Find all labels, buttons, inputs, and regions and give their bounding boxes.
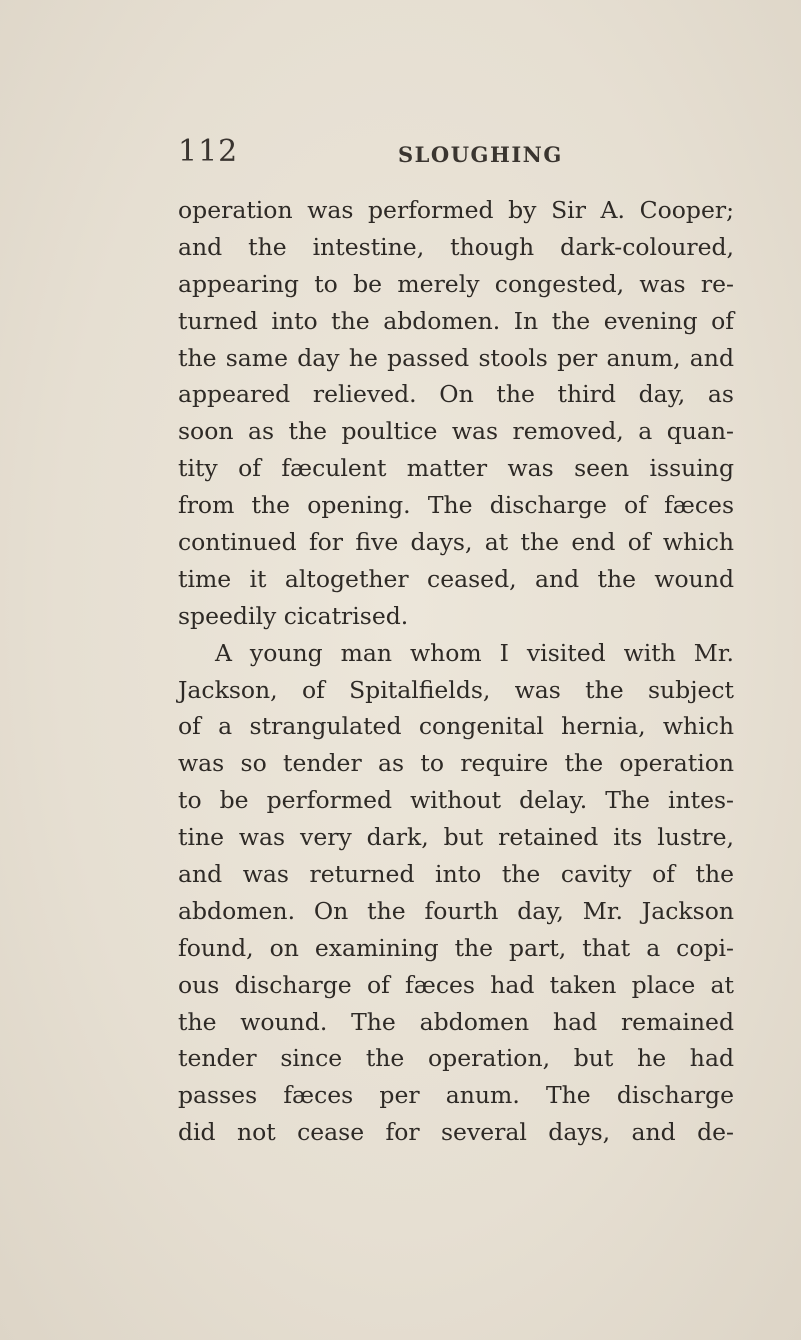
text-line: continued for five days, at the end of which: [178, 528, 734, 557]
text-line: tine was very dark, but retained its lustre,: [178, 823, 734, 852]
text-line: tender since the operation, but he had: [178, 1044, 734, 1073]
text-line: appeared relieved. On the third day, as: [178, 380, 734, 409]
text-line: Jackson, of Spitalfields, was the subject: [178, 675, 734, 704]
text-line: tity of fæculent matter was seen issuing: [178, 454, 734, 483]
page-header-title: SLOUGHING: [398, 142, 563, 167]
text-line: found, on examining the part, that a copi-: [178, 933, 734, 962]
text-line: time it altogether ceased, and the wound: [178, 564, 734, 593]
text-line: was so tender as to require the operation: [178, 749, 734, 778]
text-line: operation was performed by Sir A. Cooper;: [178, 196, 734, 224]
text-line: appearing to be merely congested, was re-: [178, 269, 734, 298]
text-line: and was returned into the cavity of the: [178, 860, 734, 889]
text-line: turned into the abdomen. In the evening of: [178, 306, 734, 335]
text-line: soon as the poultice was removed, a quan-: [178, 417, 734, 446]
text-line: speedily cicatrised.: [178, 601, 409, 630]
running-head: [178, 134, 734, 174]
text-line: passes fæces per anum. The discharge: [178, 1081, 734, 1110]
text-line: to be performed without delay. The intes-: [178, 786, 734, 815]
text-line: and the intestine, though dark-coloured,: [178, 232, 734, 261]
text-line: A young man whom I visited with Mr.: [215, 638, 734, 667]
text-line: from the opening. The discharge of fæces: [178, 491, 734, 520]
body-text: [178, 192, 734, 1151]
text-line: did not cease for several days, and de-: [178, 1118, 734, 1147]
page-number: 112: [178, 134, 239, 169]
text-line: the same day he passed stools per anum, and: [178, 343, 734, 372]
text-line: abdomen. On the fourth day, Mr. Jackson: [178, 896, 734, 925]
text-line: of a strangulated congenital hernia, which: [178, 712, 734, 741]
text-line: the wound. The abdomen had remained: [178, 1007, 734, 1036]
text-line: ous discharge of fæces had taken place at: [178, 970, 734, 999]
